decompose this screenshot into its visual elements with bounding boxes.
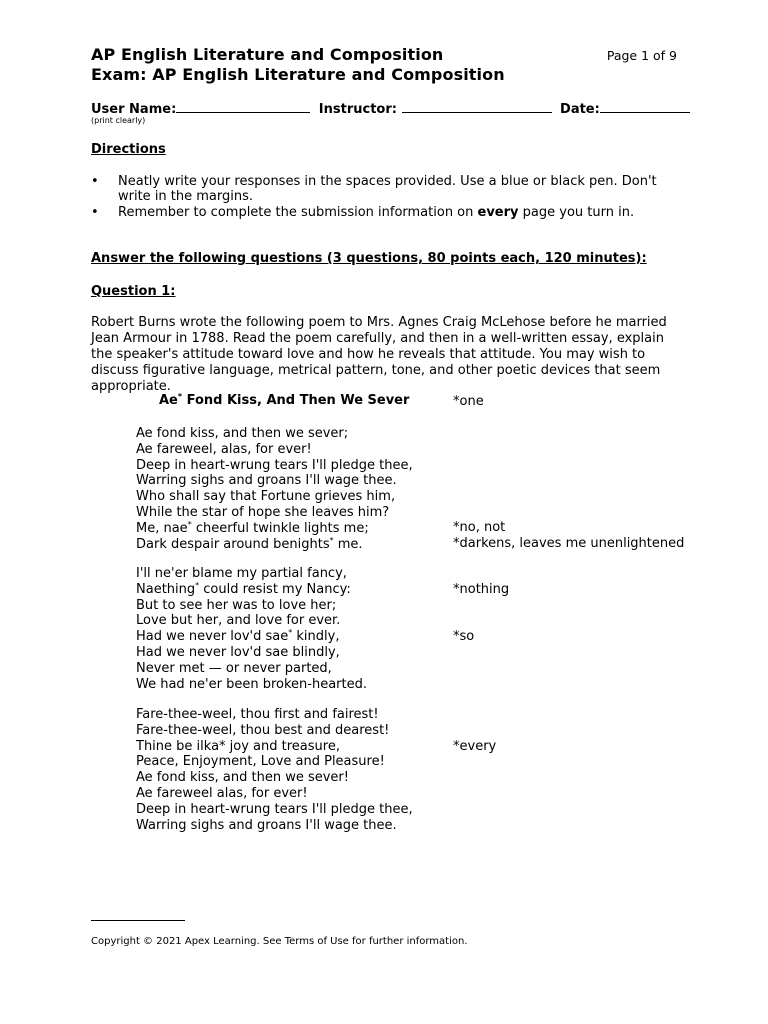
- question-1-prompt: Robert Burns wrote the following poem to Mrs. Agnes Craig McLehose before he married Jean Armour in 1788. Read the poem carefully, and then in a well-written essay, explain the speaker's attitude toward love and how he reveals that attitude. You may wish to discuss figurative language, metrical pattern, tone, and other poetic devices that seem appropriate.: [91, 315, 667, 394]
- gloss-every: *every: [453, 739, 497, 754]
- poem-line: While the star of hope she leaves him?: [136, 504, 390, 520]
- instructor-label: Instructor:: [318, 102, 397, 117]
- gloss-darkens: *darkens, leaves me unenlightened: [453, 536, 685, 551]
- poem-line: Thine be ilka* joy and treasure,: [136, 738, 340, 754]
- poem-line: Deep in heart-wrung tears I'll pledge thee,: [136, 801, 413, 817]
- directions-list: [91, 174, 681, 221]
- poem-line: Fare-thee-weel, thou first and fairest!: [136, 707, 379, 722]
- instructor-field[interactable]: [402, 100, 552, 113]
- poem-line: Had we never lov'd sae blindly,: [136, 644, 340, 660]
- poem-line: Fare-thee-weel, thou best and dearest!: [136, 722, 390, 738]
- directions-heading: Directions: [91, 142, 166, 157]
- poem-line: Ae fond kiss, and then we sever!: [136, 770, 349, 786]
- poem-line: Deep in heart-wrung tears I'll pledge thee,: [136, 457, 413, 473]
- footer-divider: [91, 920, 185, 921]
- instructions-heading: Answer the following questions (3 questions, 80 points each, 120 minutes):: [91, 251, 647, 266]
- list-item: • Remember to complete the submission information on every page you turn in.: [91, 205, 635, 220]
- poem-title: Ae* Fond Kiss, And Then We Sever: [159, 392, 410, 408]
- poem-stanza-2: [136, 566, 446, 692]
- poem-line: Ae fareweel, alas, for ever!: [136, 441, 312, 457]
- poem-line: Ae fond kiss, and then we sever;: [136, 426, 349, 441]
- poem-line: I'll ne'er blame my partial fancy,: [136, 566, 347, 581]
- page-number: Page 1 of 9: [606, 48, 677, 63]
- exam-title: Exam: AP English Literature and Composition: [91, 65, 505, 84]
- gloss-no-not: *no, not: [453, 520, 506, 535]
- print-clearly-note: (print clearly): [91, 116, 146, 125]
- exam-page: [91, 0, 685, 1024]
- list-item: • Neatly write your responses in the spaces provided. Use a blue or black pen. Don't write in the margins.: [91, 174, 657, 204]
- question-1-heading: Question 1:: [91, 284, 176, 299]
- poem-line: Never met — or never parted,: [136, 660, 332, 676]
- bullet-icon: •: [91, 205, 99, 220]
- gloss-nothing: *nothing: [453, 582, 510, 597]
- poem-line: Naething* could resist my Nancy:: [136, 580, 351, 597]
- poem-line: Ae fareweel alas, for ever!: [136, 785, 308, 801]
- gloss-one: *one: [453, 394, 484, 409]
- date-label: Date:: [560, 102, 600, 117]
- copyright-notice: Copyright © 2021 Apex Learning. See Terms of Use for further information.: [91, 936, 468, 947]
- poem-line: Warring sighs and groans I'll wage thee.: [136, 473, 397, 489]
- poem-line: Love but her, and love for ever.: [136, 613, 341, 629]
- date-field[interactable]: [600, 100, 690, 113]
- bullet-icon: •: [91, 174, 99, 189]
- poem-line: Peace, Enjoyment, Love and Pleasure!: [136, 754, 385, 770]
- poem-stanza-3: [136, 707, 446, 833]
- poem-line: Who shall say that Fortune grieves him,: [136, 489, 396, 505]
- course-title: AP English Literature and Composition: [91, 45, 444, 64]
- poem-line: Me, nae* cheerful twinkle lights me;: [136, 519, 369, 536]
- poem-line: But to see her was to love her;: [136, 597, 337, 613]
- submission-line: [91, 100, 694, 117]
- poem-line: Had we never lov'd sae* kindly,: [136, 628, 340, 645]
- user-name-field[interactable]: [176, 100, 310, 113]
- poem-line: Warring sighs and groans I'll wage thee.: [136, 817, 397, 833]
- poem-line: We had ne'er been broken-hearted.: [136, 676, 368, 692]
- poem-line: Dark despair around benights* me.: [136, 535, 363, 552]
- gloss-so: *so: [453, 629, 475, 644]
- poem-stanza-1: [136, 426, 446, 552]
- user-name-label: User Name:: [91, 102, 177, 117]
